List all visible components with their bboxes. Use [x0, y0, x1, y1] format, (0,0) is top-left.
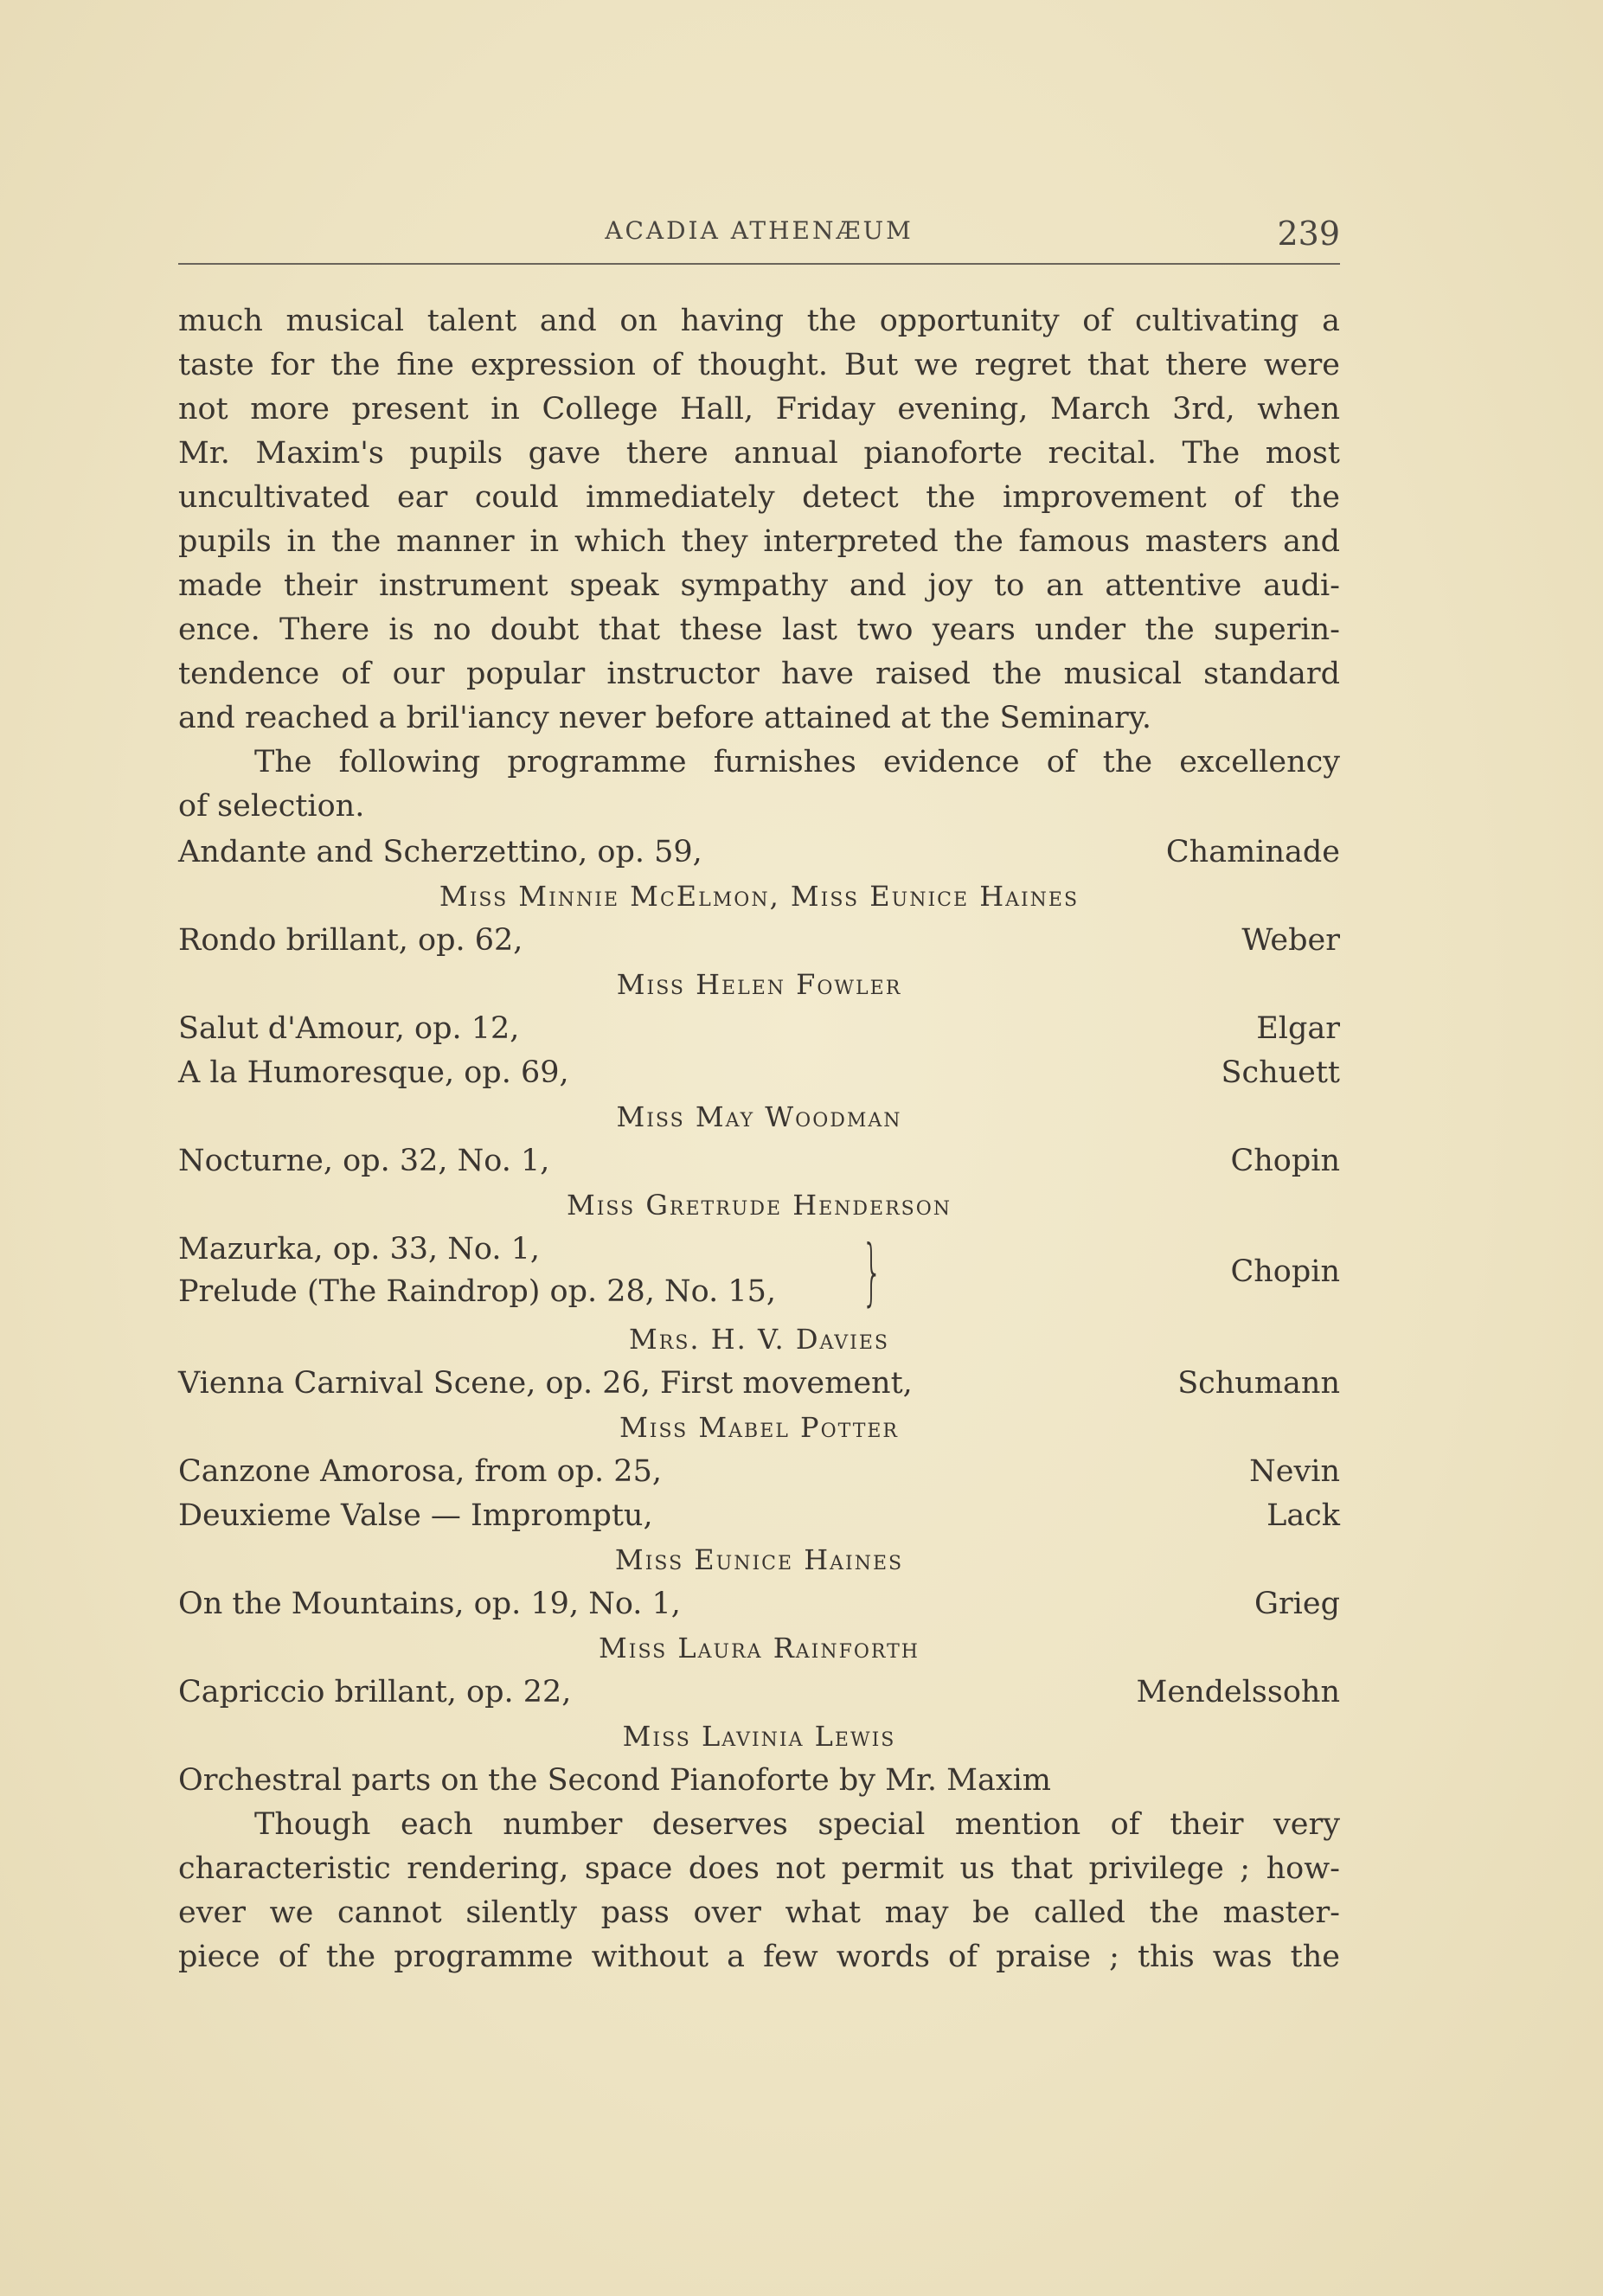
text-line: pupils in the manner in which they interpreted the famous masters and: [178, 524, 1340, 559]
text-line: ever we cannot silently pass over what may be called the master-: [178, 1895, 1340, 1930]
piece-title: Deuxieme Valse — Impromptu,: [178, 1498, 653, 1533]
brace-icon: }: [862, 1229, 883, 1314]
composer: Elgar: [1256, 1011, 1340, 1046]
piece-title: Andante and Scherzettino, op. 59,: [178, 835, 702, 869]
piece-title: Vienna Carnival Scene, op. 26, First movement,: [178, 1366, 913, 1401]
programme-item: [178, 1582, 1340, 1626]
piece-title: On the Mountains, op. 19, No. 1,: [178, 1587, 681, 1621]
programme-item: [178, 919, 1340, 963]
piece-title: Nocturne, op. 32, No. 1,: [178, 1144, 550, 1178]
piece-title: Canzone Amorosa, from op. 25,: [178, 1454, 662, 1489]
orchestral-note-text: Orchestral parts on the Second Pianoforte by Mr. Maxim: [178, 1763, 1051, 1798]
piece-title: Capriccio brillant, op. 22,: [178, 1675, 572, 1709]
page-header: [178, 206, 1340, 266]
text-line: made their instrument speak sympathy and joy to an attentive audi-: [178, 568, 1340, 603]
running-title: ACADIA ATHENÆUM: [605, 216, 914, 245]
programme-item: [178, 1494, 1340, 1538]
piece-title: Salut d'Amour, op. 12,: [178, 1011, 520, 1046]
composer: Chaminade: [1165, 835, 1340, 869]
programme-item: [178, 1007, 1340, 1051]
composer: Schuett: [1221, 1055, 1340, 1090]
composer: Grieg: [1254, 1587, 1340, 1621]
piece-title: Rondo brillant, op. 62,: [178, 923, 523, 958]
header-rule: [178, 263, 1340, 265]
composer: Weber: [1241, 923, 1340, 958]
composer: Chopin: [1230, 1254, 1340, 1289]
programme-item-group: [178, 1228, 1340, 1318]
composer: Nevin: [1249, 1454, 1340, 1489]
performer: Miss Laura Rainforth: [599, 1632, 920, 1664]
performer: Miss Lavinia Lewis: [622, 1720, 896, 1753]
piece-title: Mazurka, op. 33, No. 1,: [178, 1232, 540, 1267]
text-line: much musical talent and on having the opportunity of cultivating a: [178, 304, 1340, 338]
programme-item: [178, 1671, 1340, 1715]
composer: Schumann: [1177, 1366, 1340, 1401]
closing-paragraph: [178, 1803, 1340, 1979]
text-line: ence. There is no doubt that these last two years under the superin-: [178, 612, 1340, 647]
text-line: characteristic rendering, space does not permit us that privilege ; how-: [178, 1851, 1340, 1886]
programme-item: [178, 1450, 1340, 1494]
programme-item: [178, 1051, 1340, 1095]
piece-title: A la Humoresque, op. 69,: [178, 1055, 569, 1090]
programme: [178, 831, 1340, 1979]
piece-title: Prelude (The Raindrop) op. 28, No. 15,: [178, 1274, 777, 1309]
composer: Lack: [1266, 1498, 1340, 1533]
text-line: taste for the fine expression of thought. But we regret that there were: [178, 348, 1340, 382]
performer: Mrs. H. V. Davies: [628, 1323, 889, 1356]
page-number: 239: [1277, 215, 1340, 253]
performer: Miss Minnie McElmon, Miss Eunice Haines: [439, 880, 1080, 913]
text-line: The following programme furnishes evidence of the excellency: [254, 745, 1340, 779]
text-line: tendence of our popular instructor have raised the musical standard: [178, 657, 1340, 691]
programme-item: [178, 1362, 1340, 1406]
performer: Miss Gretrude Henderson: [566, 1189, 952, 1222]
intro-paragraph: [178, 299, 1340, 829]
text-line: uncultivated ear could immediately detect the improvement of the: [178, 480, 1340, 515]
performer: Miss Helen Fowler: [616, 968, 902, 1001]
orchestral-note: [178, 1759, 1340, 1803]
text-line: piece of the programme without a few words of praise ; this was the: [178, 1940, 1340, 1974]
composer: Chopin: [1230, 1144, 1340, 1178]
text-line: Though each number deserves special mention of their very: [254, 1807, 1340, 1842]
text-line: of selection.: [178, 789, 365, 824]
text-line: and reached a bril'iancy never before attained at the Seminary.: [178, 701, 1151, 735]
text-line: Mr. Maxim's pupils gave there annual pianoforte recital. The most: [178, 436, 1340, 471]
performer: Miss Mabel Potter: [619, 1411, 899, 1444]
performer: Miss Eunice Haines: [614, 1543, 904, 1576]
performer: Miss May Woodman: [616, 1100, 902, 1133]
programme-item: [178, 1139, 1340, 1183]
composer: Mendelssohn: [1136, 1675, 1340, 1709]
programme-item: [178, 831, 1340, 875]
text-line: not more present in College Hall, Friday evening, March 3rd, when: [178, 392, 1340, 426]
